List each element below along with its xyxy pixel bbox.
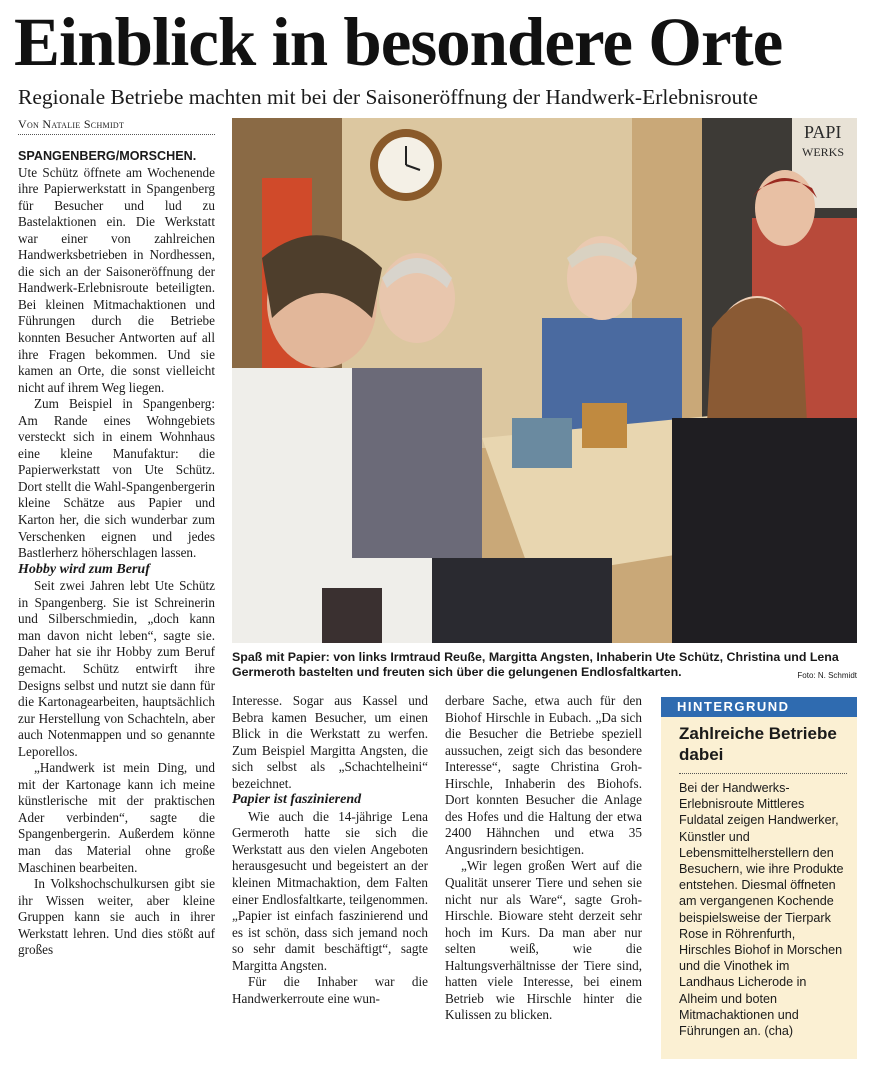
photo-caption xyxy=(232,650,857,683)
headline: Einblick in besondere Orte xyxy=(14,4,783,80)
sign-text: PAPI xyxy=(804,122,842,142)
subheading: Papier ist faszinierend xyxy=(232,792,362,808)
dateline: SPANGENBERG/MORSCHEN. xyxy=(18,149,197,163)
box-title: Zahlreiche Betriebe dabei xyxy=(679,724,837,764)
article-column-3 xyxy=(445,693,642,1024)
box-tag: HINTERGRUND xyxy=(661,697,857,717)
box-body: Bei der Handwerks-Erlebnisroute Mittleres Fuldatal zeigen Handwerker, Künstler und Lebensmittelherstellern den Besuchern, wie ihre Produkte entstehen. Diesmal öffneten am vergangenen Kochende beispielsweise der Tierpark Rose in Röhrenfurth, Hirschles Biohof in Morschen und die Vinothek im Landhaus Licherode in Alheim und boten Mitmachaktionen und Führungen an. (cha) xyxy=(679,781,844,1039)
background-box xyxy=(661,697,857,1059)
caption-text: Spaß mit Papier: von links Irmtraud Reuße, Margitta Angsten, Inhaberin Ute Schütz, Christina und Lena Germeroth bastelten und freuten sich über die gelungenen Endlosfaltkarten. xyxy=(232,650,839,679)
box-divider xyxy=(679,773,847,774)
paragraph: „Handwerk ist mein Ding, und mit der Kartonage kann ich meine künstlerische mit der praktischen Ader verbinden“, sagte die Spangenbergerin. Außerdem könne man das Material ohne große Maschinen bearbeiten. xyxy=(18,760,215,875)
article-column-1 xyxy=(18,148,215,959)
photo-credit: Foto: N. Schmidt xyxy=(797,671,857,680)
photo-illustration xyxy=(232,118,857,643)
paragraph: Zum Beispiel in Spangenberg: Am Rande eines Wohngebiets versteckt sich in einem Wohnhaus eine kleine Manufaktur: die Papierwerkstatt von Ute Schütz. Dort stellt die Wahl-Spangenbergerin kleine Schätze aus Papier und Karton her, die sich wunderbar zum Verschenken eignen und jedes Bastlerherz höherschlagen lassen. xyxy=(18,396,215,561)
paragraph: Für die Inhaber war die Handwerkerroute eine wun- xyxy=(232,974,428,1006)
paragraph: Seit zwei Jahren lebt Ute Schütz in Spangenberg. Sie ist Schreinerin und Silberschmiedin, „doch kann man davon nicht leben“, sagte sie. Daher hat sie ihr Hobby zum Beruf gemacht. Schütz entwirft ihre Designs selbst und nutzt sie dann für die Kartonagearbeiten, hauptsächlich zur Herstellung von Schachteln, aber auch Notenmappen und so genannte Leporellos. xyxy=(18,578,215,759)
paragraph-text: Ute Schütz öffnete am Wochenende ihre Papierwerkstatt in Spangenberg für Besucher und lud zu Bastelaktionen ein. Die Werkstatt war einer von zahlreichen Handwerksbetrieben in Nordhessen, die sich an der Saisoneröffnung der Handwerk-Erlebnisroute beteiligten. Bei kleinen Mitmachaktionen und Führungen durch die Betriebe konnten Besucher Antworten auf all ihre Fragen bekommen. Und sie kamen an Orte, die sonst vielleicht nicht auf ihrem Weg liegen. xyxy=(18,164,215,395)
article-photo xyxy=(232,118,857,643)
sign-text-2: WERKS xyxy=(802,145,844,159)
article-column-2 xyxy=(232,693,428,1007)
subheading: Hobby wird zum Beruf xyxy=(18,561,150,577)
paragraph: „Wir legen großen Wert auf die Qualität unserer Tiere und sehen sie nicht nur als Ware“, sagte Groh-Hirschle. Bioware steht derzeit sehr hoch im Kurs. Da man aber nur selten weiß, wie die Haltungsverhältnisse der Tiere sind, hatten viele Interesse, bei einem Betrieb wie Hirschle hinter die Kulissen zu blicken. xyxy=(445,858,642,1023)
paragraph: Interesse. Sogar aus Kassel und Bebra kamen Besucher, um einen Blick in die Werkstatt zu werfen. Zum Beispiel Margitta Angsten, die sich selbst als „Schachtelheini“ bezeichnet. xyxy=(232,693,428,791)
paragraph: derbare Sache, etwa auch für den Biohof Hirschle in Eubach. „Da sich die Besucher die Betriebe speziell aussuchen, zeigt sich das besondere Interesse“, sagte Christina Groh-Hirschle, Inhaberin des Biohofs. Dort konnten Besucher die Anlage des Hofes und die Haltung der etwa 2400 Hähnchen und etwa 35 Angusrindern besichtigen. xyxy=(445,693,642,857)
paragraph: In Volkshochschulkursen gibt sie ihr Wissen weiter, aber kleine Gruppen kann sie auch in ihrer Werkstatt lehren. Und dies stößt auf großes xyxy=(18,876,215,958)
paragraph: Wie auch die 14-jährige Lena Germeroth hatte sie sich die Werkstatt aus den vielen Angeboten herausgesucht und begeistert an der kleinen Mitmachaktion, dem Falten einer Endlosfaltkarte, teilgenommen. „Papier ist einfach faszinierend und es ist schön, dass sich jemand noch so sehr damit beschäftigt“, sagte Margitta Angsten. xyxy=(232,808,428,973)
paragraph xyxy=(18,148,215,396)
byline: Von Natalie Schmidt xyxy=(18,117,215,135)
subheadline: Regionale Betriebe machten mit bei der Saisoneröffnung der Handwerk-Erlebnisroute xyxy=(18,85,758,109)
